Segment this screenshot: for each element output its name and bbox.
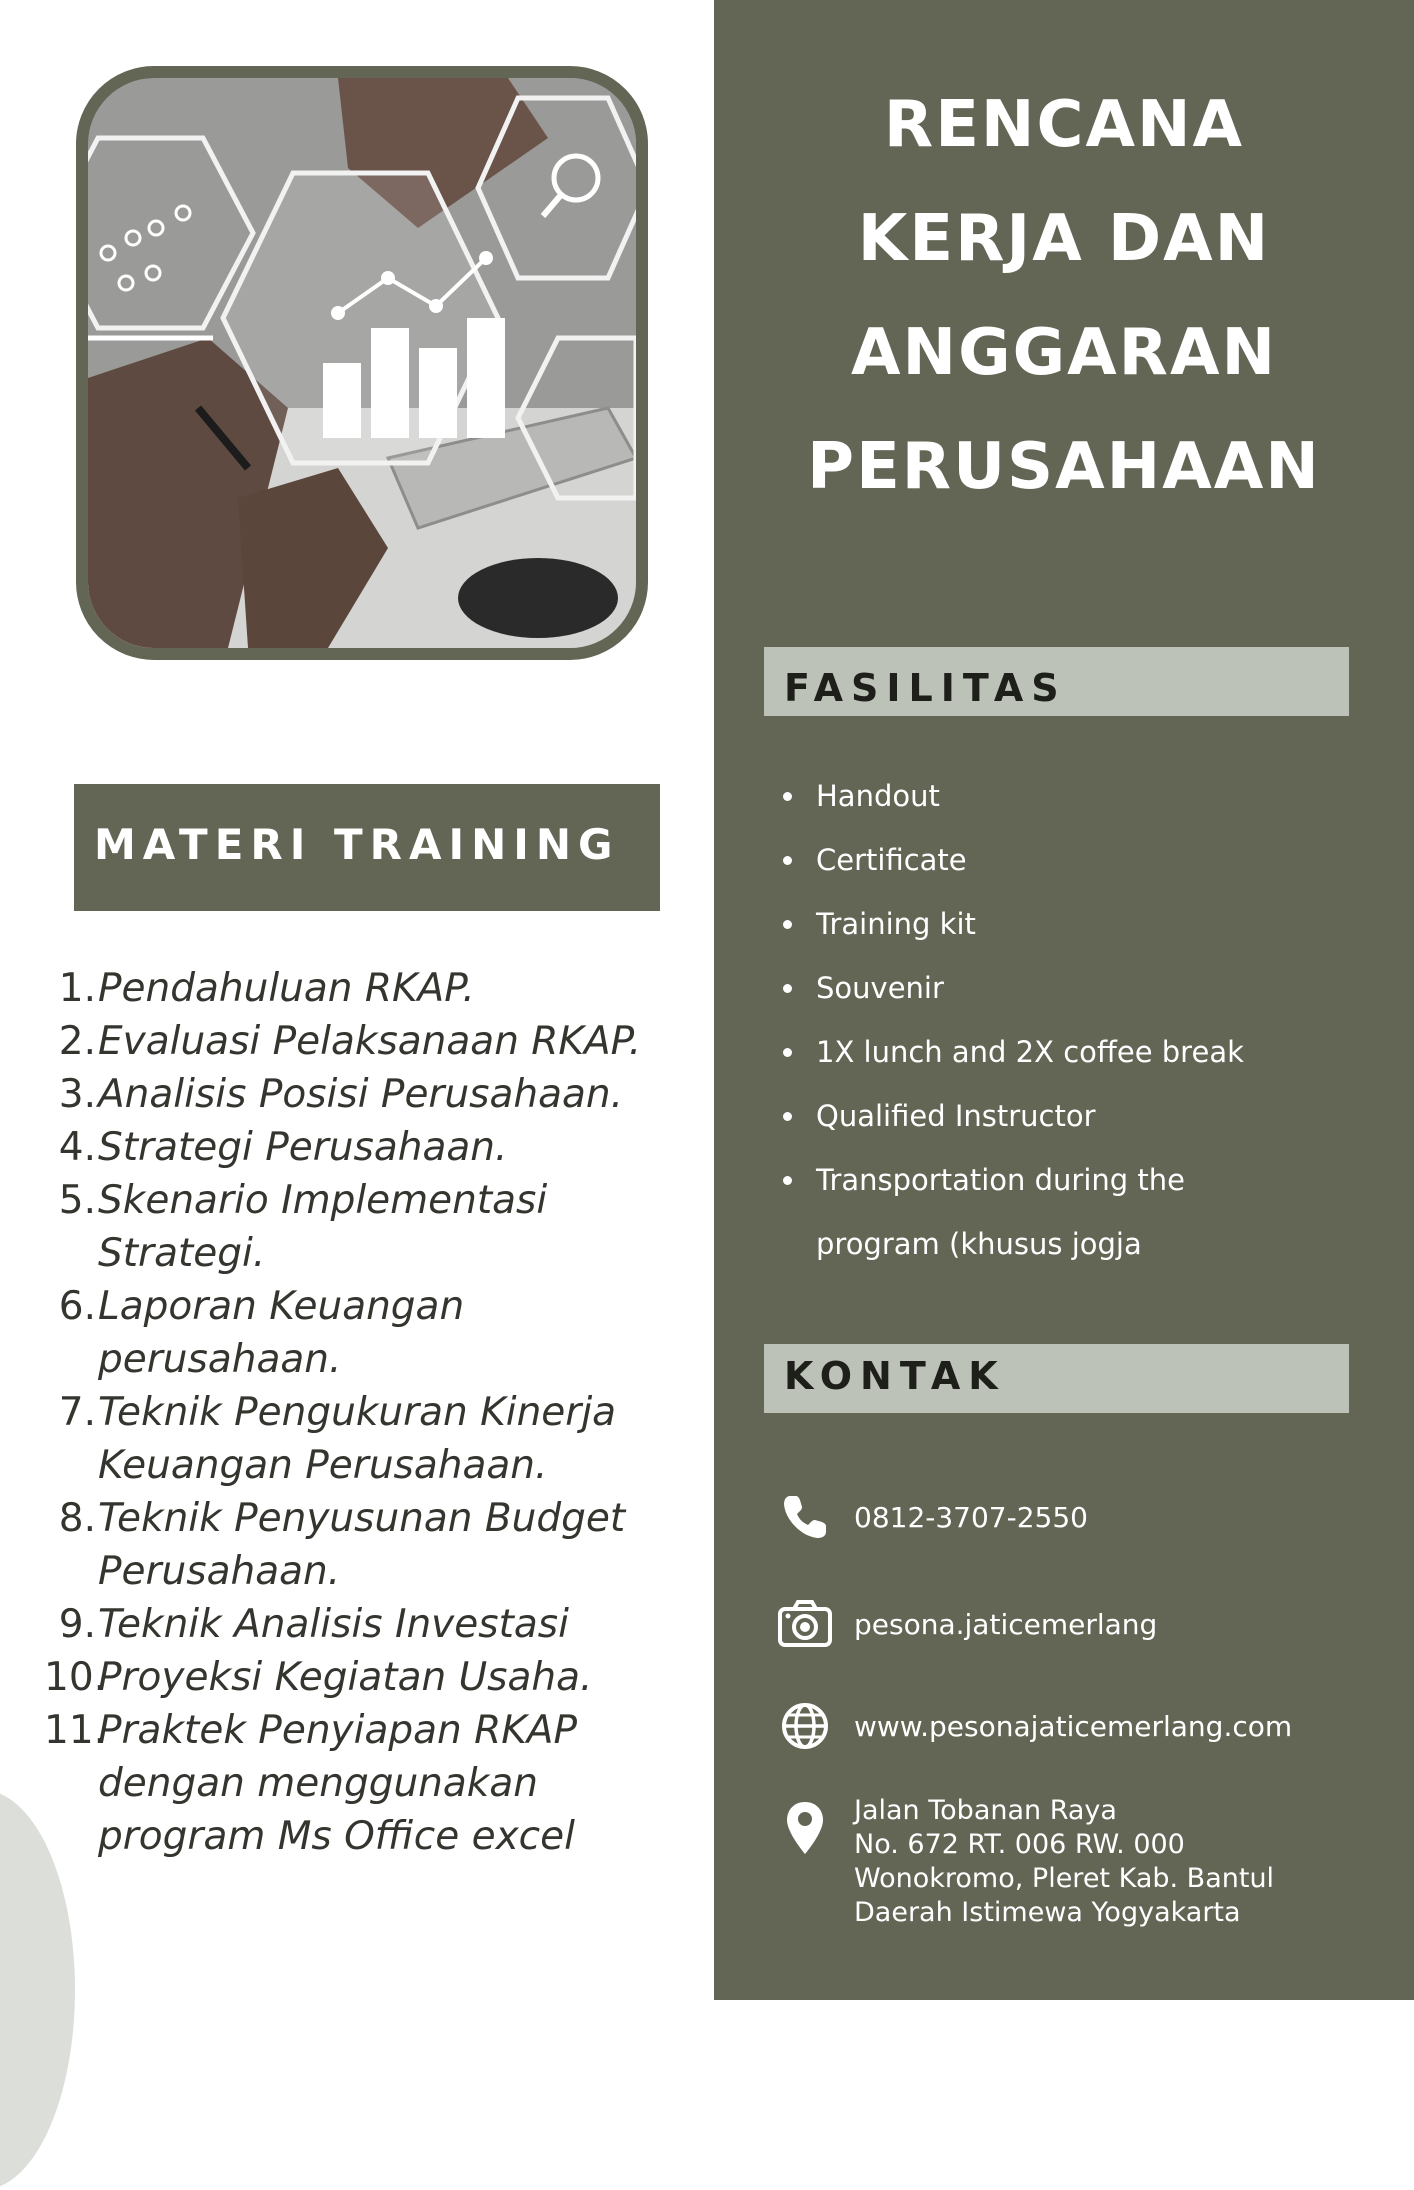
materi-heading: MATERI TRAINING <box>74 784 660 911</box>
title-line: RENCANA <box>883 88 1245 162</box>
phone-icon <box>776 1488 834 1546</box>
list-item <box>44 1174 664 1280</box>
list-number: 9. <box>58 1602 96 1647</box>
materi-list <box>44 962 664 1863</box>
list-item <box>44 1492 664 1598</box>
list-item <box>44 1704 664 1863</box>
list-text: Analisis Posisi Perusahaan. <box>98 1072 624 1117</box>
list-text: Pendahuluan RKAP. <box>98 966 475 1011</box>
title-line: ANGGARAN <box>850 316 1278 390</box>
business-analytics-photo <box>88 78 636 648</box>
contact-phone <box>776 1488 1088 1546</box>
address-line: Wonokromo, Pleret Kab. Bantul <box>854 1863 1275 1894</box>
page-title <box>714 68 1414 524</box>
location-pin-icon <box>776 1798 834 1856</box>
list-item <box>44 1386 664 1492</box>
list-item <box>44 1651 664 1704</box>
list-text: Proyeksi Kegiatan Usaha. <box>98 1655 593 1700</box>
list-number: 4. <box>58 1125 96 1170</box>
title-line: KERJA DAN <box>857 202 1271 276</box>
list-number: 5. <box>58 1178 96 1223</box>
list-text: Strategi Perusahaan. <box>98 1125 508 1170</box>
list-item: Transportation during the program (khusus jogja <box>780 1148 1276 1276</box>
list-item: Handout <box>780 764 1380 828</box>
list-item: Qualified Instructor <box>780 1084 1380 1148</box>
camera-icon <box>776 1595 834 1653</box>
list-number: 2. <box>58 1019 96 1064</box>
fasilitas-heading: FASILITAS <box>764 647 1349 716</box>
list-item <box>44 1598 664 1651</box>
address-line: Daerah Istimewa Yogyakarta <box>854 1897 1241 1928</box>
kontak-heading: KONTAK <box>764 1344 1349 1413</box>
list-item <box>44 1068 664 1121</box>
contact-address <box>776 1794 1274 1930</box>
globe-icon <box>776 1697 834 1755</box>
list-text: Praktek Penyiapan RKAP dengan menggunakan program Ms Office excel <box>98 1708 577 1859</box>
list-number: 10. <box>44 1655 107 1700</box>
list-text: Laporan Keuangan perusahaan. <box>98 1284 465 1382</box>
list-item <box>44 1121 664 1174</box>
list-item <box>44 962 664 1015</box>
list-text: Evaluasi Pelaksanaan RKAP. <box>98 1019 642 1064</box>
contact-website <box>776 1697 1292 1755</box>
list-text: Skenario Implementasi Strategi. <box>98 1178 548 1276</box>
list-item <box>44 1015 664 1068</box>
list-item: 1X lunch and 2X coffee break <box>780 1020 1380 1084</box>
list-item: Souvenir <box>780 956 1380 1020</box>
list-text: Teknik Pengukuran Kinerja Keuangan Perusahaan. <box>98 1390 617 1488</box>
address-text <box>854 1794 1274 1930</box>
list-number: 8. <box>58 1496 96 1541</box>
address-line: Jalan Tobanan Raya <box>854 1795 1117 1826</box>
phone-number[interactable]: 0812-3707-2550 <box>854 1500 1088 1534</box>
list-text: Teknik Analisis Investasi <box>98 1602 569 1647</box>
contact-instagram <box>776 1595 1157 1653</box>
fasilitas-list <box>780 764 1380 1276</box>
address-line: No. 672 RT. 006 RW. 000 <box>854 1829 1185 1860</box>
instagram-handle[interactable]: pesona.jaticemerlang <box>854 1607 1158 1641</box>
list-text: Teknik Penyusunan Budget Perusahaan. <box>98 1496 626 1594</box>
list-item <box>44 1280 664 1386</box>
list-item: Certificate <box>780 828 1380 892</box>
hero-photo <box>76 66 648 660</box>
website-link[interactable]: www.pesonajaticemerlang.com <box>854 1709 1293 1743</box>
list-number: 7. <box>58 1390 96 1435</box>
title-line: PERUSAHAAN <box>807 430 1321 504</box>
list-number: 6. <box>58 1284 96 1329</box>
list-number: 3. <box>58 1072 96 1117</box>
list-item: Training kit <box>780 892 1380 956</box>
list-number: 11. <box>44 1708 107 1753</box>
list-number: 1. <box>58 966 96 1011</box>
